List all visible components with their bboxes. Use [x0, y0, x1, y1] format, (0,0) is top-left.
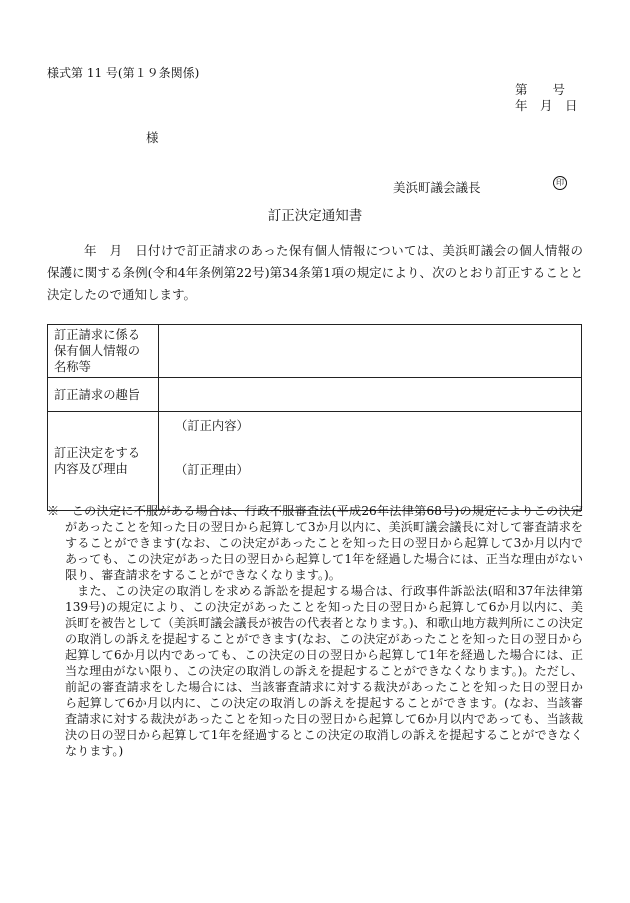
addressee-honorific: 様 [146, 130, 159, 145]
form-id-label: 様式第 11 号(第１９条関係) [47, 66, 200, 80]
row-label-decision: 訂正決定をする内容及び理由 [48, 412, 159, 511]
table-row [48, 378, 582, 412]
correction-reason-label: （訂正理由） [175, 463, 249, 477]
intro-paragraph: 年 月 日付けで訂正請求のあった保有個人情報については、美浜町議会の個人情報の保護に関する条例(令和4年条例第22号)第34条第1項の規定により、次のとおり訂正することと決定したので通知します。 [47, 243, 583, 302]
notes-section [47, 503, 583, 759]
row-label-request-purpose: 訂正請求の趣旨 [48, 378, 159, 412]
document-title: 訂正決定通知書 [267, 208, 363, 224]
note-lawsuit: また、この決定の取消しを求める訴訟を提起する場合は、行政事件訴訟法(昭和37年法律第139号)の規定により、この決定があったことを知った日の翌日から起算して6か月以内に、美浜町を被告として（美浜町議会議長が被告の代表者となります。)、和歌山地方裁判所にこの決定の取消しの訴えを提起することができます(なお、この決定があったことを知った日の翌日から起算して6か月以内であっても、この決定の日の翌日から起算して1年を経過した場合には、正当な理由がない限り、この決定の取消しの訴えを提起することができなくなります。)。ただし、前記の審査請求をした場合には、当該審査請求に対する裁決があったことを知った日の翌日から起算して6か月以内に、この決定の取消しの訴えを提起することができます。(なお、当該審査請求に対する裁決があったことを知った日の翌日から起算して6か月以内であっても、当該裁決の日の翌日から起算して1年を経過するとこの決定の取消しの訴えを提起することができなくなります。) [65, 584, 583, 758]
row-label-info-name: 訂正請求に係る保有個人情報の名称等 [48, 325, 159, 378]
note-appeal: ※ この決定に不服がある場合は、行政不服審査法(平成26年法律第68号)の規定によりこの決定があったことを知った日の翌日から起算して3か月以内に、美浜町議会議長に対して審査請求をすることができます(なお、この決定があったことを知った日の翌日から起算して3か月以内であっても、この決定があった日の翌日から起算して1年を経過した場合には、正当な理由がない限り、審査請求をすることができなくなります。)。 [47, 504, 583, 582]
row-value-info-name [159, 325, 582, 378]
row-value-request-purpose [159, 378, 582, 412]
table-row [48, 325, 582, 378]
document-date: 年 月 日 [515, 98, 578, 113]
correction-content-label: （訂正内容） [175, 419, 249, 433]
sender-name: 美浜町議会議長 [393, 180, 481, 195]
seal-stamp-icon: 印 [553, 176, 567, 190]
document-number: 第 号 [515, 82, 566, 97]
info-table [47, 324, 582, 511]
row-value-decision [159, 412, 582, 511]
table-row [48, 412, 582, 511]
